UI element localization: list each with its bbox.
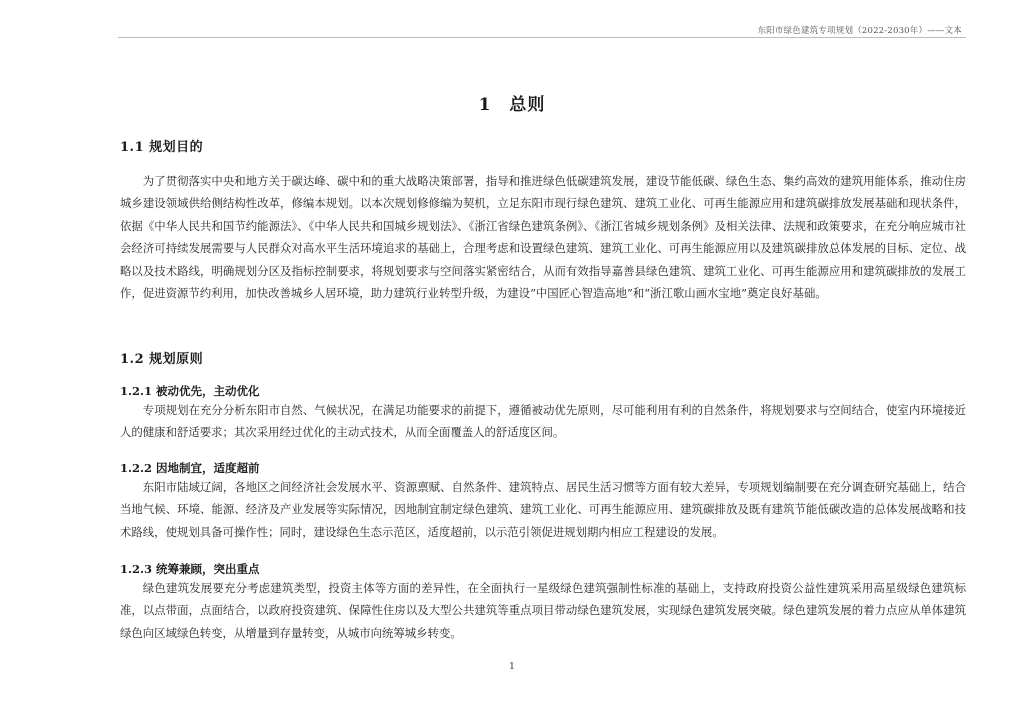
section-heading-1-2: 1.2 规划原则 [120,352,204,367]
section-paragraph-1-2-2: 东阳市陆域辽阔，各地区之间经济社会发展水平、资源禀赋、自然条件、建筑特点、居民生活习惯等方面有较大差异，专项规划编制要在充分调查研究基础上，结合当地气候、环境、能源、经济及产业发展等实际情况，因地制宜制定绿色建筑、建筑工业化、可再生能源应用、建筑碳排放及既有建筑节能低碳改造的总体发展战略和技术路线，使规划具备可操作性；同时，建设绿色生态示范区，适度超前，以示范引领促进规划期内相应工程建设的发展。 [120,480,966,539]
page-number: 1 [509,662,515,672]
section-paragraph-1-1: 为了贯彻落实中央和地方关于碳达峰、碳中和的重大战略决策部署，指导和推进绿色低碳建筑发展，建设节能低碳、绿色生态、集约高效的建筑用能体系，推动住房城乡建设领域供给侧结构性改革，修编本规划。以本次规划修修编为契机，立足东阳市现行绿色建筑、建筑工业化、可再生能源应用和建筑碳排放发展基础和现状条件，依据《中华人民共和国节约能源法》、《中华人民共和国城乡规划法》、《浙江省绿色建筑条例》、《浙江省城乡规划条例》及相关法律、法规和政策要求，在充分响应城市社会经济可持续发展需要与人民群众对高水平生活环境追求的基础上，合理考虑和设置绿色建筑、建筑工业化、可再生能源应用以及建筑碳排放总体发展的目标、定位、战略以及技术路线，明确规划分区及指标控制要求，将规划要求与空间落实紧密结合，从而有效指导嘉善县绿色建筑、建筑工业化、可再生能源应用和建筑碳排放的发展工作，促进资源节约利用，加快改善城乡人居环境，助力建筑行业转型升级，为建设“中国匠心智造高地”和“浙江歌山画水宝地”奠定良好基础。 [120,174,966,301]
section-heading-1-2-1: 1.2.1 被动优先，主动优化 [120,384,260,398]
header-divider [118,37,966,38]
section-heading-1-1: 1.1 规划目的 [120,140,204,155]
section-paragraph-1-2-3: 绿色建筑发展要充分考虑建筑类型，投资主体等方面的差异性，在全面执行一星级绿色建筑强制性标准的基础上，支持政府投资公益性建筑采用高星级绿色建筑标准，以点带面，点面结合，以政府投资建筑、保障性住房以及大型公共建筑等重点项目带动绿色建筑发展，实现绿色建筑发展突破。绿色建筑发展的着力点应从单体建筑绿色向区域绿色转变，从增量到存量转变，从城市向统筹城乡转变。 [120,581,966,640]
section-heading-1-2-2: 1.2.2 因地制宜，适度超前 [120,461,260,475]
running-header: 东阳市绿色建筑专项规划（2022-2030年）——文本 [757,26,962,36]
section-heading-1-2-3: 1.2.3 统筹兼顾，突出重点 [120,562,260,576]
chapter-title: 1 总则 [478,95,546,115]
section-paragraph-1-2-1: 专项规划在充分分析东阳市自然、气候状况，在满足功能要求的前提下，遵循被动优先原则，尽可能利用有利的自然条件，将规划要求与空间结合，使室内环境接近人的健康和舒适要求；其次采用经过优化的主动式技术，从而全面覆盖人的舒适度区间。 [120,403,966,440]
